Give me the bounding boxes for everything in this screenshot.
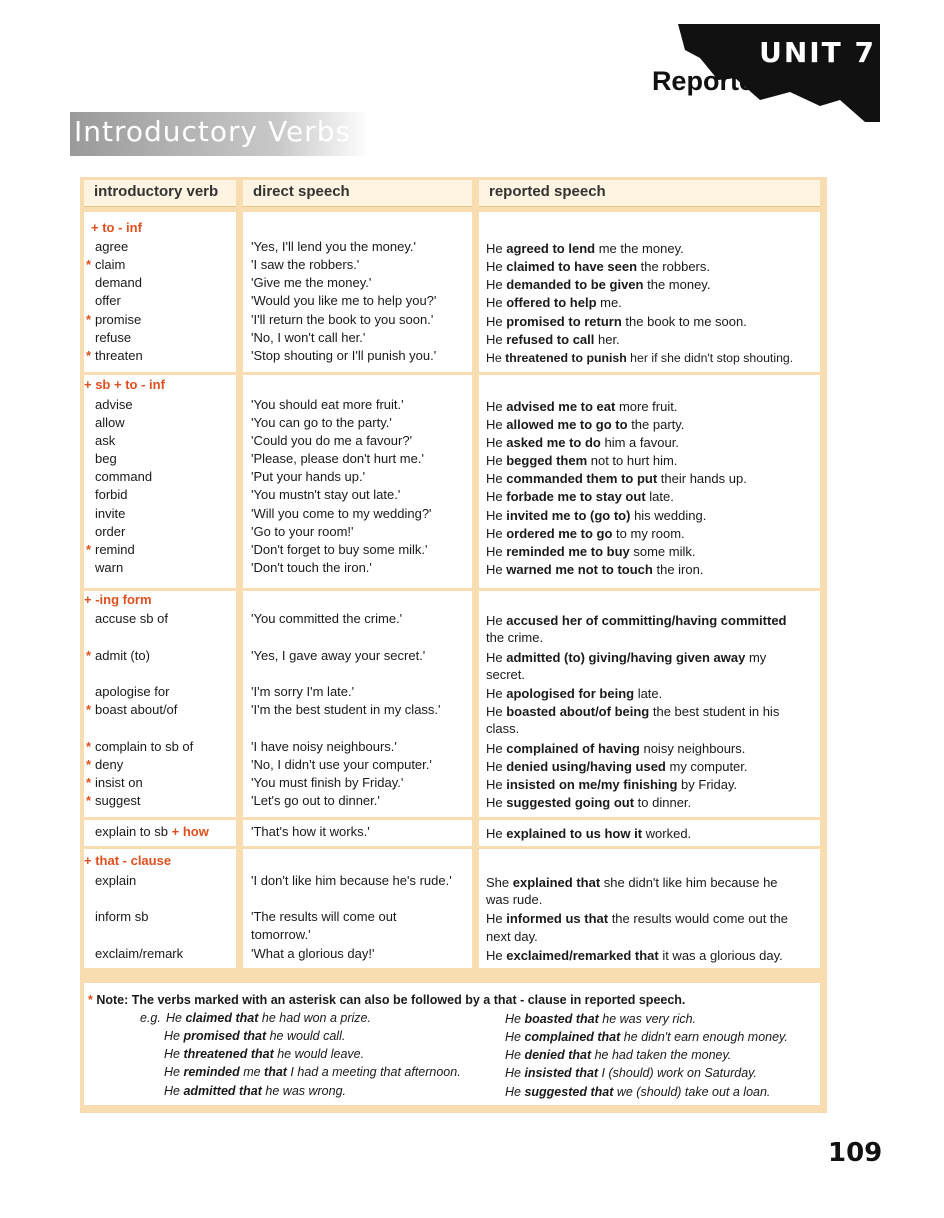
reported-bold: explained that (512, 875, 601, 890)
reported-pre: He (486, 526, 507, 541)
reported-pre: He (486, 399, 507, 414)
note-bold: insisted that (524, 1066, 599, 1080)
verb-cell (86, 738, 194, 756)
reported-post: my computer. (665, 759, 748, 774)
asterisk-mark: * (86, 648, 92, 663)
verb-cell (95, 908, 148, 926)
reported-post: the results would come out the (608, 911, 789, 926)
reported-bold: apologised for being (506, 686, 635, 701)
direct-speech-cell: 'Yes, I'll lend you the money.' (251, 239, 416, 254)
reported-speech-cell (486, 470, 747, 488)
reported-post: their hands up. (657, 471, 747, 486)
note-pre: He (505, 1066, 525, 1080)
verb-text: explain (95, 873, 137, 888)
verb-cell (86, 347, 143, 365)
section-title-text: Introductory Verbs (74, 115, 352, 148)
direct-speech-cell: 'You should eat more fruit.' (251, 397, 404, 412)
reported-post: more fruit. (615, 399, 678, 414)
note-pre: He (505, 1085, 525, 1099)
reported-pre: He (486, 650, 507, 665)
verb-text: accuse sb of (95, 611, 168, 626)
verb-cell (95, 238, 128, 256)
reported-speech-cell (486, 947, 783, 965)
verb-cell (95, 486, 128, 504)
reported-post: him a favour. (600, 435, 679, 450)
reported-speech-cont: was rude. (486, 892, 543, 907)
asterisk-mark: * (86, 757, 92, 772)
direct-speech-cell: 'I don't like him because he's rude.' (251, 873, 452, 888)
note-heading (88, 993, 685, 1007)
verb-cell (95, 523, 125, 541)
verb-cell (95, 274, 142, 292)
asterisk-mark: * (86, 739, 92, 754)
group-label: + sb + to - inf (84, 377, 165, 392)
note-bold: claimed that (185, 1011, 259, 1025)
reported-bold: allowed me to go to (506, 417, 628, 432)
asterisk-mark: * (86, 702, 92, 717)
note-pre: He (164, 1084, 184, 1098)
reported-speech-cell (486, 910, 788, 928)
reported-post: to my room. (612, 526, 685, 541)
direct-speech-header: direct speech (253, 183, 350, 200)
direct-speech-cell: 'I saw the robbers.' (251, 257, 360, 272)
reported-speech-cell (486, 507, 706, 525)
note-example-left (164, 1047, 364, 1061)
verb-text: beg (95, 451, 117, 466)
note-bold2: that (264, 1065, 287, 1079)
reported-pre: He (486, 741, 507, 756)
verb-cell (86, 774, 143, 792)
reported-speech-cell (486, 313, 747, 331)
reported-pre: He (486, 453, 507, 468)
reported-pre: He (486, 562, 507, 577)
reported-pre: He (486, 704, 507, 719)
reported-speech-cell (486, 349, 793, 367)
verb-text: advise (95, 397, 133, 412)
reported-bold: informed us that (506, 911, 609, 926)
reported-post: the money. (643, 277, 711, 292)
reported-speech-cell (486, 649, 766, 667)
verb-cell (95, 505, 125, 523)
group-label: + to - inf (91, 220, 142, 235)
note-example-right (505, 1066, 757, 1080)
note-post: he was very rich. (598, 1012, 697, 1026)
verb-text: threaten (95, 348, 143, 363)
direct-speech-cell: 'You committed the crime.' (251, 611, 403, 626)
verb-text: demand (95, 275, 142, 290)
direct-speech-cell: 'That's how it works.' (251, 824, 370, 839)
reported-pre: He (486, 826, 507, 841)
verb-text: claim (95, 257, 126, 272)
verb-cell (86, 756, 124, 774)
reported-post: his wedding. (630, 508, 707, 523)
reported-pre: He (486, 613, 507, 628)
reported-pre: He (486, 686, 507, 701)
direct-speech-cell: 'Could you do me a favour?' (251, 433, 413, 448)
reported-pre: He (486, 314, 507, 329)
note-post: he would leave. (273, 1047, 365, 1061)
note-example-right (505, 1012, 696, 1026)
direct-speech-cell: 'You mustn't stay out late.' (251, 487, 401, 502)
direct-speech-cell: 'I have noisy neighbours.' (251, 739, 397, 754)
verb-cell (86, 792, 141, 810)
reported-speech-cell (486, 543, 696, 561)
reported-post: my (745, 650, 767, 665)
direct-speech-cell: 'The results will come out (251, 909, 397, 924)
reported-pre: He (486, 471, 507, 486)
direct-speech-cell: 'I'll return the book to you soon.' (251, 312, 434, 327)
reported-post: noisy neighbours. (639, 741, 746, 756)
reported-bold: complained of having (506, 741, 640, 756)
verb-text: exclaim/remark (95, 946, 184, 961)
note-heading-text: Note: The verbs marked with an asterisk can also be followed by a that - clause in reported speech. (96, 993, 686, 1007)
reported-bold: offered to help (506, 295, 597, 310)
verb-cell (95, 610, 168, 628)
verb-text: suggest (95, 793, 141, 808)
verb-cell (86, 256, 126, 274)
note-bold: promised that (183, 1029, 267, 1043)
reported-post: late. (645, 489, 674, 504)
reported-pre: He (486, 489, 507, 504)
reported-speech-cell (486, 276, 710, 294)
verb-cell (95, 559, 123, 577)
reported-bold: accused her of committing/having committed (506, 613, 787, 628)
verb-text: agree (95, 239, 129, 254)
reported-speech-cont: secret. (486, 667, 526, 682)
note-bold: complained that (524, 1030, 621, 1044)
reported-post: she didn't like him because he (600, 875, 778, 890)
unit-title: Reported Speech (651, 66, 874, 96)
reported-pre: He (486, 277, 507, 292)
reported-post: worked. (642, 826, 692, 841)
reported-post: to dinner. (634, 795, 692, 810)
verb-cell (95, 945, 183, 963)
direct-speech-cell: 'No, I won't call her.' (251, 330, 366, 345)
note-star: * (88, 993, 97, 1007)
note-example-left (164, 1065, 461, 1079)
reported-speech-cell (486, 416, 684, 434)
reported-pre: He (486, 777, 507, 792)
reported-bold: agreed to lend (506, 241, 596, 256)
verb-text: warn (95, 560, 124, 575)
reported-bold: suggested going out (506, 795, 635, 810)
reported-bold: claimed to have seen (506, 259, 638, 274)
note-example-left (166, 1011, 371, 1025)
note-pre: He (164, 1029, 184, 1043)
verb-cell (95, 396, 133, 414)
reported-post: the party. (627, 417, 685, 432)
verb-text: refuse (95, 330, 132, 345)
direct-speech-cont: tomorrow.' (251, 927, 311, 942)
direct-speech-cell: 'Don't forget to buy some milk.' (251, 542, 428, 557)
note-post: he didn't earn enough money. (620, 1030, 788, 1044)
direct-speech-cell: 'You must finish by Friday.' (251, 775, 404, 790)
verb-text: promise (95, 312, 142, 327)
verb-cell (95, 329, 131, 347)
note-example-right (505, 1048, 731, 1062)
asterisk-mark: * (86, 348, 92, 363)
reported-bold: begged them (506, 453, 588, 468)
verb-text: remind (95, 542, 135, 557)
verb-text: boast about/of (95, 702, 178, 717)
reported-speech-cell (486, 294, 622, 312)
reported-speech-cell (486, 825, 691, 843)
note-post: we (should) take out a loan. (613, 1085, 771, 1099)
reported-pre: He (486, 241, 507, 256)
reported-bold: asked me to do (506, 435, 601, 450)
asterisk-mark: * (86, 257, 92, 272)
reported-speech-cell (486, 740, 745, 758)
note-bold: reminded (183, 1065, 240, 1079)
note-bold: threatened that (183, 1047, 274, 1061)
unit-label: UNIT 7 (759, 36, 876, 69)
direct-speech-cell: 'Don't touch the iron.' (251, 560, 372, 575)
note-example-left (164, 1084, 346, 1098)
reported-speech-cell (486, 434, 679, 452)
verb-cell (95, 414, 125, 432)
reported-pre: He (486, 948, 507, 963)
reported-post: the iron. (652, 562, 704, 577)
reported-speech-cont: next day. (486, 929, 538, 944)
reported-post: some milk. (629, 544, 696, 559)
reported-speech-cell (486, 525, 685, 543)
note-pre: He (505, 1012, 525, 1026)
reported-speech-cell (486, 331, 620, 349)
note-post: I had a meeting that afternoon. (286, 1065, 461, 1079)
reported-post: me. (596, 295, 622, 310)
reported-bold: warned me not to touch (506, 562, 653, 577)
note-post: he had taken the money. (591, 1048, 732, 1062)
verb-text: forbid (95, 487, 128, 502)
direct-speech-cell: 'Let's go out to dinner.' (251, 793, 380, 808)
direct-speech-cell: 'No, I didn't use your computer.' (251, 757, 432, 772)
verb-text: inform sb (95, 909, 149, 924)
note-example-left (164, 1029, 345, 1043)
reported-pre: He (486, 435, 507, 450)
reported-bold: admitted (to) giving/having given away (506, 650, 746, 665)
reported-bold: refused to call (506, 332, 595, 347)
reported-bold: exclaimed/remarked that (506, 948, 659, 963)
note-example-right (505, 1085, 770, 1099)
direct-speech-cell: 'Will you come to my wedding?' (251, 506, 432, 521)
note-post: he was wrong. (261, 1084, 347, 1098)
reported-bold: commanded them to put (506, 471, 658, 486)
reported-pre: He (486, 508, 507, 523)
verb-cell (95, 432, 115, 450)
direct-speech-cell: 'I'm the best student in my class.' (251, 702, 441, 717)
reported-post: it was a glorious day. (658, 948, 783, 963)
note-post: I (should) work on Saturday. (598, 1066, 757, 1080)
reported-bold: explained to us how it (506, 826, 643, 841)
reported-speech-cont: the crime. (486, 630, 544, 645)
reported-bold: insisted on me/my finishing (506, 777, 678, 792)
note-post: he would call. (266, 1029, 346, 1043)
reported-bold: reminded me to buy (506, 544, 630, 559)
reported-pre: He (486, 295, 507, 310)
reported-bold: threatened to punish (505, 351, 627, 365)
verb-cell (95, 450, 117, 468)
direct-speech-cell: 'What a glorious day!' (251, 946, 375, 961)
verb-text: ask (95, 433, 116, 448)
reported-pre: She (486, 875, 513, 890)
verb-text: complain to sb of (95, 739, 194, 754)
reported-speech-header: reported speech (489, 183, 606, 200)
note-pre: He (505, 1048, 525, 1062)
note-bold: admitted that (183, 1084, 262, 1098)
reported-post: the best student in his (649, 704, 780, 719)
reported-post: by Friday. (677, 777, 738, 792)
note-pre: He (166, 1011, 186, 1025)
verb-cell (86, 701, 178, 719)
note-example-right (505, 1030, 788, 1044)
note-pre: He (505, 1030, 525, 1044)
reported-bold: denied using/having used (506, 759, 666, 774)
reported-post: her if she didn't stop shouting. (626, 351, 794, 365)
reported-pre: He (486, 544, 507, 559)
note-pre: He (164, 1047, 184, 1061)
reported-pre: He (486, 332, 507, 347)
direct-speech-cell: 'Give me the money.' (251, 275, 372, 290)
reported-post: the robbers. (637, 259, 711, 274)
reported-bold: ordered me to go (506, 526, 613, 541)
note-pre: He (164, 1065, 184, 1079)
reported-post: not to hurt him. (587, 453, 678, 468)
reported-post: the book to me soon. (621, 314, 747, 329)
reported-pre: He (486, 795, 507, 810)
direct-speech-cell: 'Put your hands up.' (251, 469, 366, 484)
reported-speech-cell (486, 488, 674, 506)
reported-bold: promised to return (506, 314, 622, 329)
verb-text: invite (95, 506, 126, 521)
reported-bold: boasted about/of being (506, 704, 650, 719)
reported-speech-cell (486, 240, 684, 258)
asterisk-mark: * (86, 312, 92, 327)
verb-cell (95, 292, 121, 310)
verb-text: deny (95, 757, 124, 772)
reported-bold: invited me to (go to) (506, 508, 631, 523)
verb-cell (86, 311, 142, 329)
note-post: he had won a prize. (258, 1011, 371, 1025)
page-number: 109 (828, 1138, 883, 1168)
verb-cell (86, 647, 150, 665)
reported-speech-cell (486, 776, 737, 794)
verb-tail: + how (168, 824, 209, 839)
reported-speech-cell (486, 258, 710, 276)
reported-speech-cell (486, 398, 677, 416)
reported-pre: He (486, 351, 506, 365)
asterisk-mark: * (86, 775, 92, 790)
verb-text: explain to sb (95, 824, 168, 839)
direct-speech-cell: 'Stop shouting or I'll punish you.' (251, 348, 437, 363)
reported-speech-cell (486, 685, 662, 703)
asterisk-mark: * (86, 542, 92, 557)
verb-text: order (95, 524, 126, 539)
direct-speech-cell: 'You can go to the party.' (251, 415, 392, 430)
verb-cell (86, 541, 135, 559)
reported-bold: forbade me to stay out (506, 489, 646, 504)
direct-speech-cell: 'Please, please don't hurt me.' (251, 451, 424, 466)
reported-pre: He (486, 417, 507, 432)
reported-speech-cell (486, 612, 787, 630)
verb-cell (95, 872, 136, 890)
reported-speech-cont: class. (486, 721, 520, 736)
verb-cell (95, 823, 209, 841)
reported-speech-cell (486, 874, 778, 892)
direct-speech-cell: 'Would you like me to help you?' (251, 293, 437, 308)
reported-bold: advised me to eat (506, 399, 616, 414)
reported-post: late. (634, 686, 663, 701)
reported-pre: He (486, 759, 507, 774)
verb-text: offer (95, 293, 121, 308)
verb-text: allow (95, 415, 125, 430)
reported-bold: demanded to be given (506, 277, 644, 292)
reported-post: me the money. (595, 241, 684, 256)
note-bold: boasted that (524, 1012, 599, 1026)
reported-post: her. (594, 332, 620, 347)
group-label: + -ing form (84, 592, 152, 607)
verb-text: insist on (95, 775, 143, 790)
verb-text: admit (to) (95, 648, 150, 663)
note-bold: suggested that (524, 1085, 614, 1099)
verb-text: apologise for (95, 684, 170, 699)
direct-speech-cell: 'Go to your room!' (251, 524, 354, 539)
note-bold: denied that (524, 1048, 592, 1062)
section-title (70, 112, 370, 156)
reported-speech-cell (486, 703, 779, 721)
note-mid: me (239, 1065, 265, 1079)
verb-cell (95, 468, 152, 486)
reported-pre: He (486, 259, 507, 274)
introductory-verb-header: introductory verb (94, 183, 219, 200)
note-eg: e.g. (140, 1011, 161, 1025)
reported-speech-cell (486, 758, 748, 776)
verb-cell (95, 683, 169, 701)
verb-text: command (95, 469, 153, 484)
reported-speech-cell (486, 452, 677, 470)
group-label: + that - clause (84, 853, 172, 868)
reported-pre: He (486, 911, 507, 926)
reported-speech-cell (486, 794, 691, 812)
direct-speech-cell: 'Yes, I gave away your secret.' (251, 648, 426, 663)
reported-speech-cell (486, 561, 703, 579)
asterisk-mark: * (86, 793, 92, 808)
direct-speech-cell: 'I'm sorry I'm late.' (251, 684, 355, 699)
